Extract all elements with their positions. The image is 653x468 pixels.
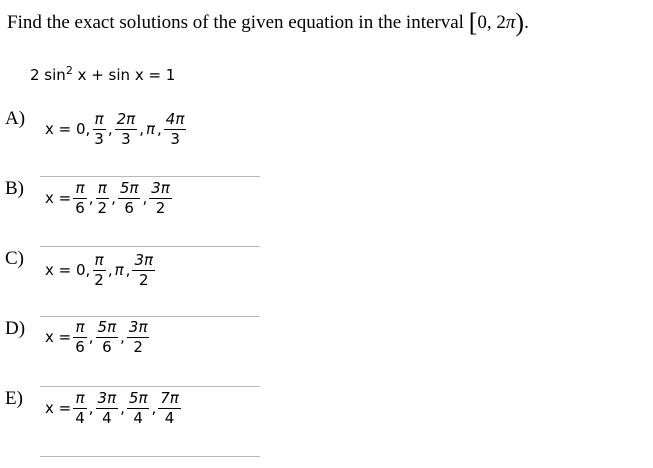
fraction-numerator: π [75,179,85,197]
choice-solution-set [44,179,173,218]
choice-letter: C) [5,248,24,269]
fraction-denominator: 6 [75,199,85,217]
interval-open-bracket: [ [468,8,478,37]
fraction-numerator: π [75,389,85,407]
comma-separator: , [157,120,162,138]
divider-line [40,176,260,177]
fraction-numerator: 2π [116,110,136,128]
interval-period: . [524,12,529,33]
solution-prefix: x = 0, [45,261,91,279]
solution-fraction [92,110,106,149]
comma-separator: , [107,261,113,279]
fraction-numerator: 3π [97,389,117,407]
fraction-denominator: 6 [102,338,112,356]
solution-fraction [73,318,87,357]
choice-letter: D) [5,318,26,339]
fraction-numerator: π [94,251,104,269]
fraction-denominator: 6 [75,338,85,356]
solution-fraction [164,110,187,149]
comma-separator: , [142,189,148,207]
divider-line [40,456,260,457]
choice-e[interactable] [0,388,653,458]
interval-lower: 0, 2 [477,12,506,33]
fraction-numerator: 7π [160,389,179,407]
question-text [7,8,529,38]
fraction-numerator: 3π [151,179,170,197]
choice-letter: B) [5,178,24,199]
interval [468,8,529,37]
divider-line [40,386,260,387]
comma-separator: , [125,261,131,279]
fraction-numerator: 3π [134,251,154,269]
solution-prefix: x = [45,399,72,417]
divider-line [40,246,260,247]
comma-separator: , [151,399,157,417]
fraction-denominator: 4 [102,409,112,427]
solution-prefix: x = 0, [45,120,91,138]
choice-a[interactable] [0,108,653,178]
fraction-denominator: 2 [138,271,149,289]
solution-fraction [132,251,155,290]
fraction-denominator: 4 [133,409,143,427]
choice-solution-set [44,318,150,357]
solution-fraction [127,318,150,357]
comma-separator: , [139,120,144,138]
equation-part-1: 2 sin [30,66,66,84]
solution-fraction [73,389,87,428]
fraction-denominator: 2 [97,199,108,217]
solution-prefix: x = [45,189,72,207]
solution-prefix: x = [45,328,72,346]
equation-part-2: x + sin x = 1 [72,66,176,84]
solution-fraction [96,318,119,357]
solution-fraction [96,179,110,218]
fraction-denominator: 4 [164,409,175,427]
fraction-denominator: 4 [75,409,85,427]
equation [30,64,175,84]
choice-solution-set [44,110,187,149]
solution-fraction [115,110,138,149]
question-prompt: Find the exact solutions of the given equation in the interval [7,12,469,33]
choice-solution-set [44,389,182,428]
solution-term: π [145,120,156,138]
choice-c[interactable] [0,248,653,318]
choice-solution-set [44,251,156,290]
choice-letter: A) [5,108,26,129]
comma-separator: , [88,399,94,417]
solution-fraction [96,389,119,428]
choice-d[interactable] [0,318,653,388]
solution-fraction [118,179,141,218]
equation-exponent: 2 [65,64,73,77]
solution-fraction [158,389,181,428]
fraction-numerator: π [97,179,107,197]
fraction-denominator: 3 [121,130,131,148]
interval-close-paren: ) [515,8,525,37]
fraction-denominator: 6 [124,199,134,217]
fraction-denominator: 3 [94,130,104,148]
comma-separator: , [88,328,94,346]
choice-letter: E) [5,388,23,409]
comma-separator: , [107,120,113,138]
comma-separator: , [111,189,116,207]
comma-separator: , [120,328,125,346]
interval-pi: π [505,12,516,33]
fraction-denominator: 2 [94,271,104,289]
solution-term: π [114,261,124,279]
fraction-denominator: 3 [170,130,180,148]
fraction-denominator: 2 [155,199,166,217]
fraction-numerator: 5π [128,389,148,407]
divider-line [40,316,260,317]
solution-fraction [92,251,106,290]
comma-separator: , [120,399,125,417]
comma-separator: , [88,189,94,207]
solution-fraction [73,179,87,218]
solution-fraction [149,179,172,218]
fraction-numerator: π [75,318,85,336]
fraction-denominator: 2 [133,338,143,356]
fraction-numerator: 4π [165,110,185,128]
solution-fraction [127,389,150,428]
choice-b[interactable] [0,178,653,248]
fraction-numerator: π [94,110,104,128]
fraction-numerator: 3π [128,318,148,336]
fraction-numerator: 5π [119,179,139,197]
fraction-numerator: 5π [97,318,117,336]
